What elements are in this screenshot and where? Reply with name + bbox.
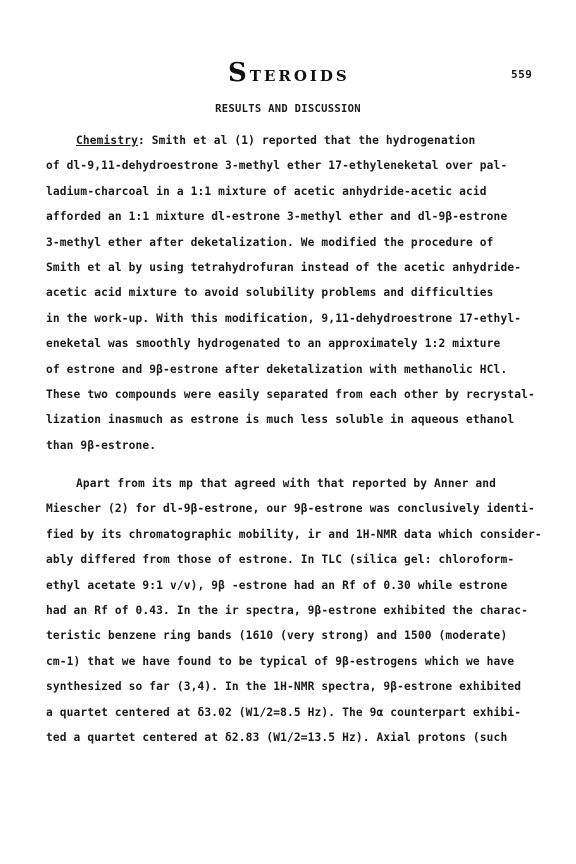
text-line: teristic benzene ring bands (1610 (very strong) and 1500 (moderate): [46, 629, 508, 643]
text-line: ted a quartet centered at δ2.83 (W1/2=13.5 Hz). Axial protons (such: [46, 730, 508, 744]
text-line: 3-methyl ether after deketalization. We modified the procedure of: [46, 235, 494, 249]
text-line: acetic acid mixture to avoid solubility problems and difficulties: [46, 286, 494, 300]
paragraph-chemistry: [46, 128, 556, 458]
text-line: of estrone and 9β-estrone after deketalization with methanolic HCl.: [46, 362, 508, 376]
text-line: eneketal was smoothly hydrogenated to an approximately 1:2 mixture: [46, 337, 501, 351]
page-number: 559: [511, 68, 533, 81]
text-line: Smith et al by using tetrahydrofuran instead of the acetic anhydride-: [46, 260, 522, 274]
journal-title-rest: TEROIDS: [249, 67, 350, 85]
text-line: Apart from its mp that agreed with that reported by Anner and: [76, 477, 497, 491]
text-line: Miescher (2) for dl-9β-estrone, our 9β-estrone was conclusively identi-: [46, 502, 535, 516]
section-heading: RESULTS AND DISCUSSION: [215, 103, 361, 115]
text-line: ladium-charcoal in a 1:1 mixture of acetic anhydride-acetic acid: [46, 184, 487, 198]
text-line: These two compounds were easily separated from each other by recrystal-: [46, 387, 535, 401]
text-line: than 9β-estrone.: [46, 438, 157, 452]
text-line: [46, 128, 556, 153]
run-in-heading: Chemistry: [76, 134, 138, 147]
text-line-content: : Smith et al (1) reported that the hydrogenation: [137, 134, 476, 147]
paragraph-identification: [46, 471, 556, 750]
journal-title-initial: S: [228, 58, 250, 88]
running-header: [0, 58, 576, 88]
text-line: afforded an 1:1 mixture dl-estrone 3-methyl ether and dl-9β-estrone: [46, 210, 508, 224]
text-line: synthesized so far (3,4). In the 1H-NMR spectra, 9β-estrone exhibited: [46, 680, 522, 694]
text-line: cm-1) that we have found to be typical of 9β-estrogens which we have: [46, 654, 515, 668]
text-line: had an Rf of 0.43. In the ir spectra, 9β-estrone exhibited the charac-: [46, 604, 528, 618]
text-line: a quartet centered at δ3.02 (W1/2=8.5 Hz). The 9α counterpart exhibi-: [46, 705, 522, 719]
text-line: of dl-9,11-dehydroestrone 3-methyl ether 17-ethyleneketal over pal-: [46, 159, 508, 173]
text-line: lization inasmuch as estrone is much less soluble in aqueous ethanol: [46, 413, 515, 427]
text-line: ethyl acetate 9:1 v/v), 9β -estrone had an Rf of 0.30 while estrone: [46, 578, 508, 592]
text-line: in the work-up. With this modification, 9,11-dehydroestrone 17-ethyl-: [46, 311, 522, 325]
text-line: fied by its chromatographic mobility, ir and 1H-NMR data which consider-: [46, 527, 542, 541]
journal-title: [228, 58, 350, 88]
text-line: ably differed from those of estrone. In TLC (silica gel: chloroform-: [46, 553, 515, 567]
body-text: [46, 128, 556, 750]
